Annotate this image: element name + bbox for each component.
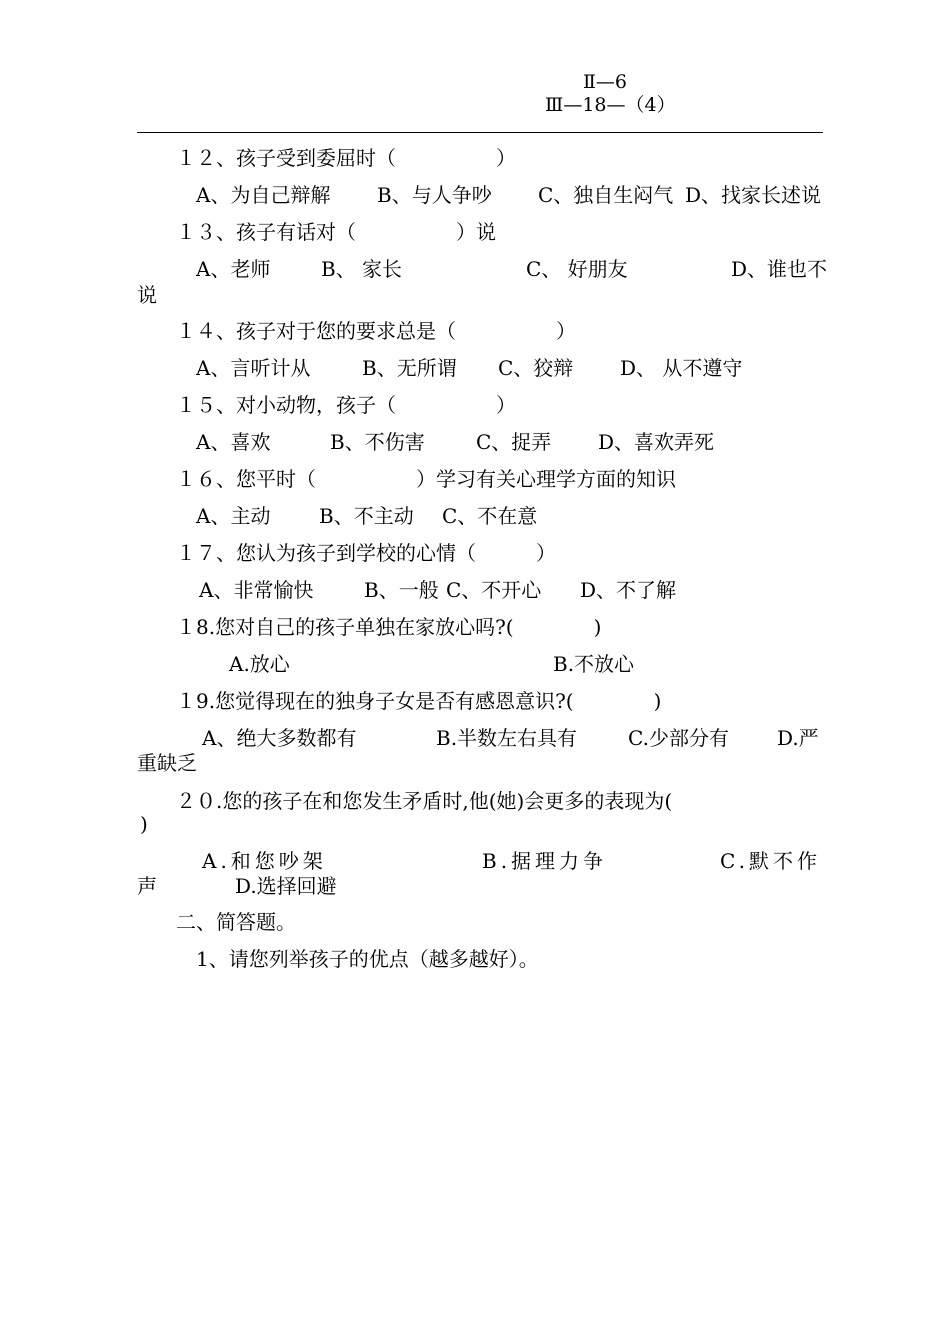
q12-option-c: C、独自生闷气: [538, 183, 674, 207]
q17-option-d: D、不了解: [580, 578, 677, 602]
q12-option-d: D、找家长述说: [685, 183, 822, 207]
q16-option-b: B、不主动: [319, 504, 414, 528]
q13-option-b: B、 家长: [321, 257, 403, 281]
q17-option-a: A、非常愉快: [199, 578, 314, 602]
q20-option-c-wrap: 声: [137, 874, 157, 898]
question-19: １9.您觉得现在的独身子女是否有感恩意识?( ): [176, 689, 662, 713]
q14-option-d: D、 从不遵守: [620, 356, 743, 380]
q13-option-c: C、 好朋友: [526, 257, 628, 281]
header-code-1: Ⅱ—6: [583, 71, 628, 93]
q15-option-b: B、不伤害: [330, 430, 425, 454]
q13-option-d-wrap: 说: [137, 283, 157, 307]
q20-option-a: A.和您吵架: [202, 849, 327, 873]
question-15: １５、对小动物，孩子（ ）: [176, 393, 516, 417]
q17-option-b: B、一般: [364, 578, 439, 602]
q15-option-d: D、喜欢弄死: [598, 430, 715, 454]
q18-option-b: B.不放心: [553, 652, 635, 676]
q14-option-b: B、无所谓: [362, 356, 457, 380]
q19-option-a: A、绝大多数都有: [202, 726, 357, 750]
header-divider: [137, 132, 823, 133]
q15-option-a: A、喜欢: [196, 430, 271, 454]
q17-option-c: C、不开心: [446, 578, 542, 602]
section-2-title: 二、简答题。: [176, 910, 296, 934]
short-answer-question-1: 1、请您列举孩子的优点（越多越好）。: [196, 947, 539, 971]
q19-option-d-wrap: 重缺乏: [137, 751, 197, 775]
q20-option-b: B.据理力争: [482, 849, 608, 873]
header-code-2: Ⅲ—18—（4）: [545, 94, 676, 116]
q16-option-a: A、主动: [196, 504, 271, 528]
q20-option-c: C.默不作: [720, 849, 821, 873]
q12-option-b: B、与人争吵: [377, 183, 492, 207]
q20-option-d: D.选择回避: [235, 874, 337, 898]
q19-option-c: C.少部分有: [628, 726, 729, 750]
q19-option-d: D.严: [777, 726, 819, 750]
question-14: １４、孩子对于您的要求总是（ ）: [176, 319, 576, 343]
q19-option-b: B.半数左右具有: [436, 726, 578, 750]
q18-option-a: A.放心: [229, 652, 290, 676]
q13-option-a: A、老师: [196, 257, 271, 281]
q15-option-c: C、捉弄: [476, 430, 552, 454]
question-16: １６、您平时（ ）学习有关心理学方面的知识: [176, 467, 676, 491]
question-13: １３、孩子有话对（ ）说: [176, 220, 496, 244]
question-20: ２０.您的孩子在和您发生矛盾时,他(她)会更多的表现为(: [176, 789, 673, 813]
question-17: １７、您认为孩子到学校的心情（ ）: [176, 541, 556, 565]
q12-option-a: A、为自己辩解: [196, 183, 331, 207]
question-18: １8.您对自己的孩子单独在家放心吗?( ): [176, 615, 602, 639]
q16-option-c: C、不在意: [442, 504, 538, 528]
q13-option-d: D、谁也不: [731, 257, 828, 281]
question-20-wrap: ): [140, 812, 148, 836]
q14-option-a: A、言听计从: [196, 356, 311, 380]
q14-option-c: C、狡辩: [498, 356, 574, 380]
question-12: １２、孩子受到委屈时（ ）: [176, 146, 516, 170]
